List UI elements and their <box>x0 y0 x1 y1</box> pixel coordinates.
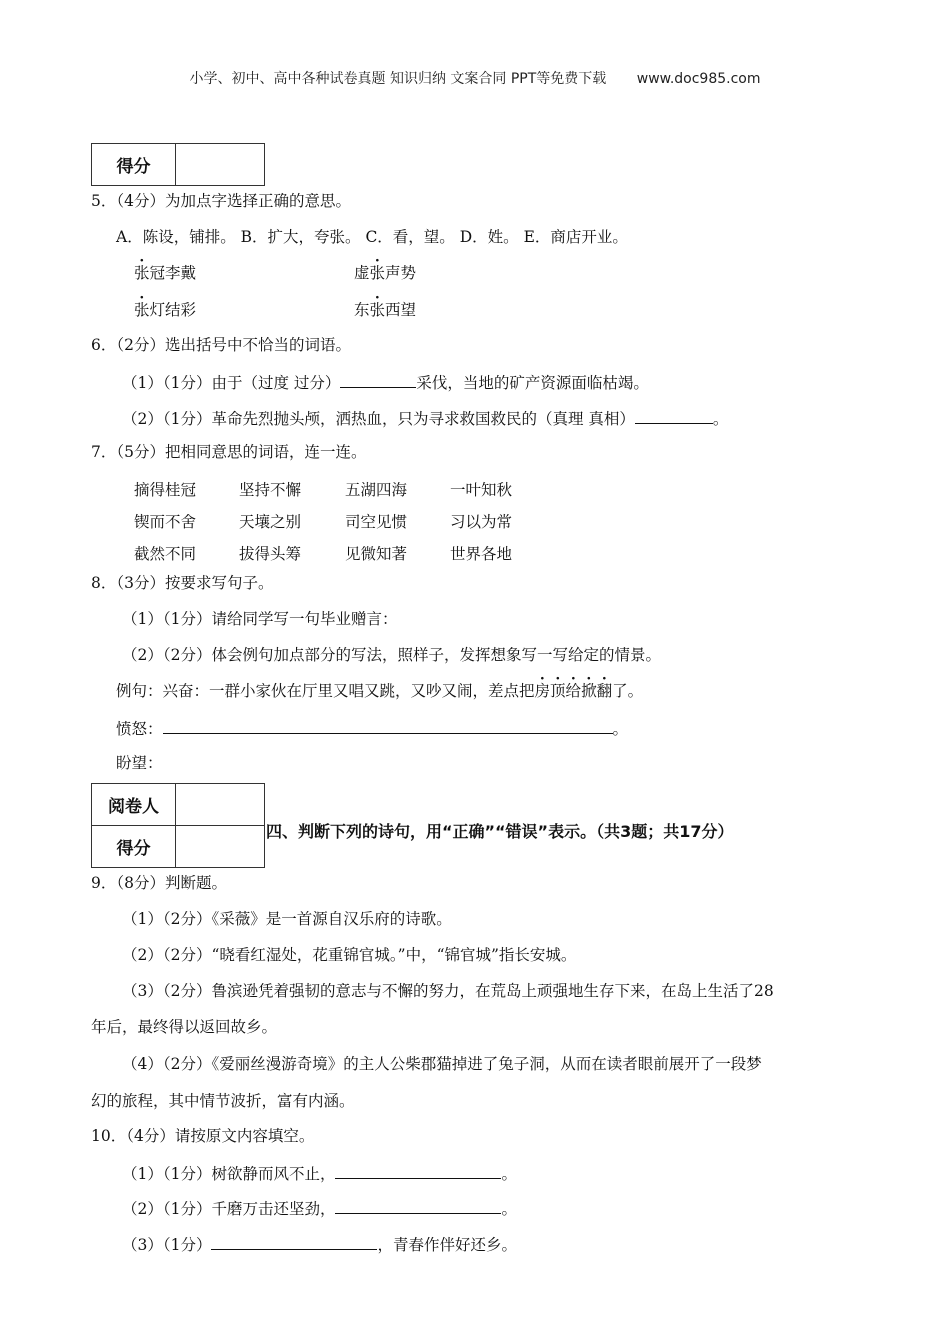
score-label: 得分 <box>92 826 176 868</box>
q10-sub1: （1）（1分）树欲静而风不止， 。 <box>122 1162 517 1184</box>
header-site: www.doc985.com <box>636 71 761 87</box>
q10-sub3-blank[interactable] <box>211 1233 377 1250</box>
q6-sub1: （1）（1分）由于（过度 过分） 采伐，当地的矿产资源面临枯竭。 <box>122 371 649 393</box>
q8-anger-blank[interactable] <box>163 717 613 734</box>
q7-word: 一叶知秋 <box>450 481 513 499</box>
q5-title: 5．（4分）为加点字选择正确的意思。 <box>91 192 351 210</box>
q9-sub4-line2: 幻的旅程，其中情节波折，富有内涵。 <box>91 1092 355 1110</box>
section-4-title: 四、判断下列的诗句，用“正确”“错误”表示。（共3题；共17分） <box>266 822 734 841</box>
q7-word: 世界各地 <box>450 545 513 563</box>
q7-word: 坚持不懈 <box>239 481 302 499</box>
score-box-2 <box>91 783 265 868</box>
q7-word: 截然不同 <box>134 545 197 563</box>
q6-sub2: （2）（1分）革命先烈抛头颅，洒热血，只为寻求救国救民的（真理 真相） 。 <box>122 407 728 429</box>
grader-blank[interactable] <box>176 784 265 826</box>
q9-sub3-line1: （3）（2分）鲁滨逊凭着强韧的意志与不懈的努力，在荒岛上顽强地生存下来，在岛上生活了28 <box>122 982 774 1000</box>
q10-sub2: （2）（1分）千磨万击还坚劲， 。 <box>122 1197 517 1219</box>
q5-item-3: 张灯结彩 <box>134 301 197 319</box>
q5-options: A．陈设，铺排。 B．扩大，夸张。 C．看，望。 D．姓。 E．商店开业。 <box>116 228 628 246</box>
q9-sub3-line2: 年后，最终得以返回故乡。 <box>91 1018 278 1036</box>
q8-example: 例句：兴奋：一群小家伙在厅里又唱又跳，又吵又闹，差点把房顶给掀翻了。 <box>116 682 644 700</box>
q7-word: 习以为常 <box>450 513 513 531</box>
score-blank[interactable] <box>176 826 265 868</box>
q10-sub1-blank[interactable] <box>335 1162 501 1179</box>
q5-item-1: 张冠李戴 <box>134 264 197 282</box>
score-label: 得分 <box>92 144 176 186</box>
q7-title: 7．（5分）把相同意思的词语，连一连。 <box>91 443 367 461</box>
q6-sub2-blank[interactable] <box>635 407 713 424</box>
q7-word: 司空见惯 <box>345 513 408 531</box>
q5-item-4: 东张西望 <box>354 301 417 319</box>
q8-sub2: （2）（2分）体会例句加点部分的写法，照样子，发挥想象写一写给定的情景。 <box>122 646 661 664</box>
q10-sub3: （3）（1分） ，青春作伴好还乡。 <box>122 1233 517 1255</box>
q7-word: 拔得头筹 <box>239 545 302 563</box>
q9-title: 9．（8分）判断题。 <box>91 874 227 892</box>
page-header <box>0 68 950 88</box>
q5-item-2: 虚张声势 <box>354 264 417 282</box>
grader-label: 阅卷人 <box>92 784 176 826</box>
score-box-1 <box>91 143 265 186</box>
q7-word: 摘得桂冠 <box>134 481 197 499</box>
q7-word: 五湖四海 <box>345 481 408 499</box>
q7-word: 锲而不舍 <box>134 513 197 531</box>
q8-hope: 盼望： <box>116 754 163 772</box>
q7-word: 见微知著 <box>345 545 408 563</box>
q8-anger: 愤怒： 。 <box>116 717 628 739</box>
q10-sub2-blank[interactable] <box>335 1197 501 1214</box>
header-text: 小学、初中、高中各种试卷真题 知识归纳 文案合同 PPT等免费下载 <box>189 71 607 87</box>
q8-title: 8．（3分）按要求写句子。 <box>91 574 274 592</box>
q9-sub1: （1）（2分）《采薇》是一首源自汉乐府的诗歌。 <box>122 910 452 928</box>
q9-sub2: （2）（2分）“晓看红湿处，花重锦官城。”中，“锦官城”指长安城。 <box>122 946 577 964</box>
q6-title: 6．（2分）选出括号中不恰当的词语。 <box>91 336 351 354</box>
q7-word: 天壤之别 <box>239 513 302 531</box>
q10-title: 10．（4分）请按原文内容填空。 <box>91 1127 315 1145</box>
q8-sub1: （1）（1分）请给同学写一句毕业赠言： <box>122 610 398 628</box>
score-blank[interactable] <box>176 144 265 186</box>
q9-sub4-line1: （4）（2分）《爱丽丝漫游奇境》的主人公柴郡猫掉进了兔子洞，从而在读者眼前展开了一段梦 <box>122 1055 762 1073</box>
q6-sub1-blank[interactable] <box>340 371 416 388</box>
